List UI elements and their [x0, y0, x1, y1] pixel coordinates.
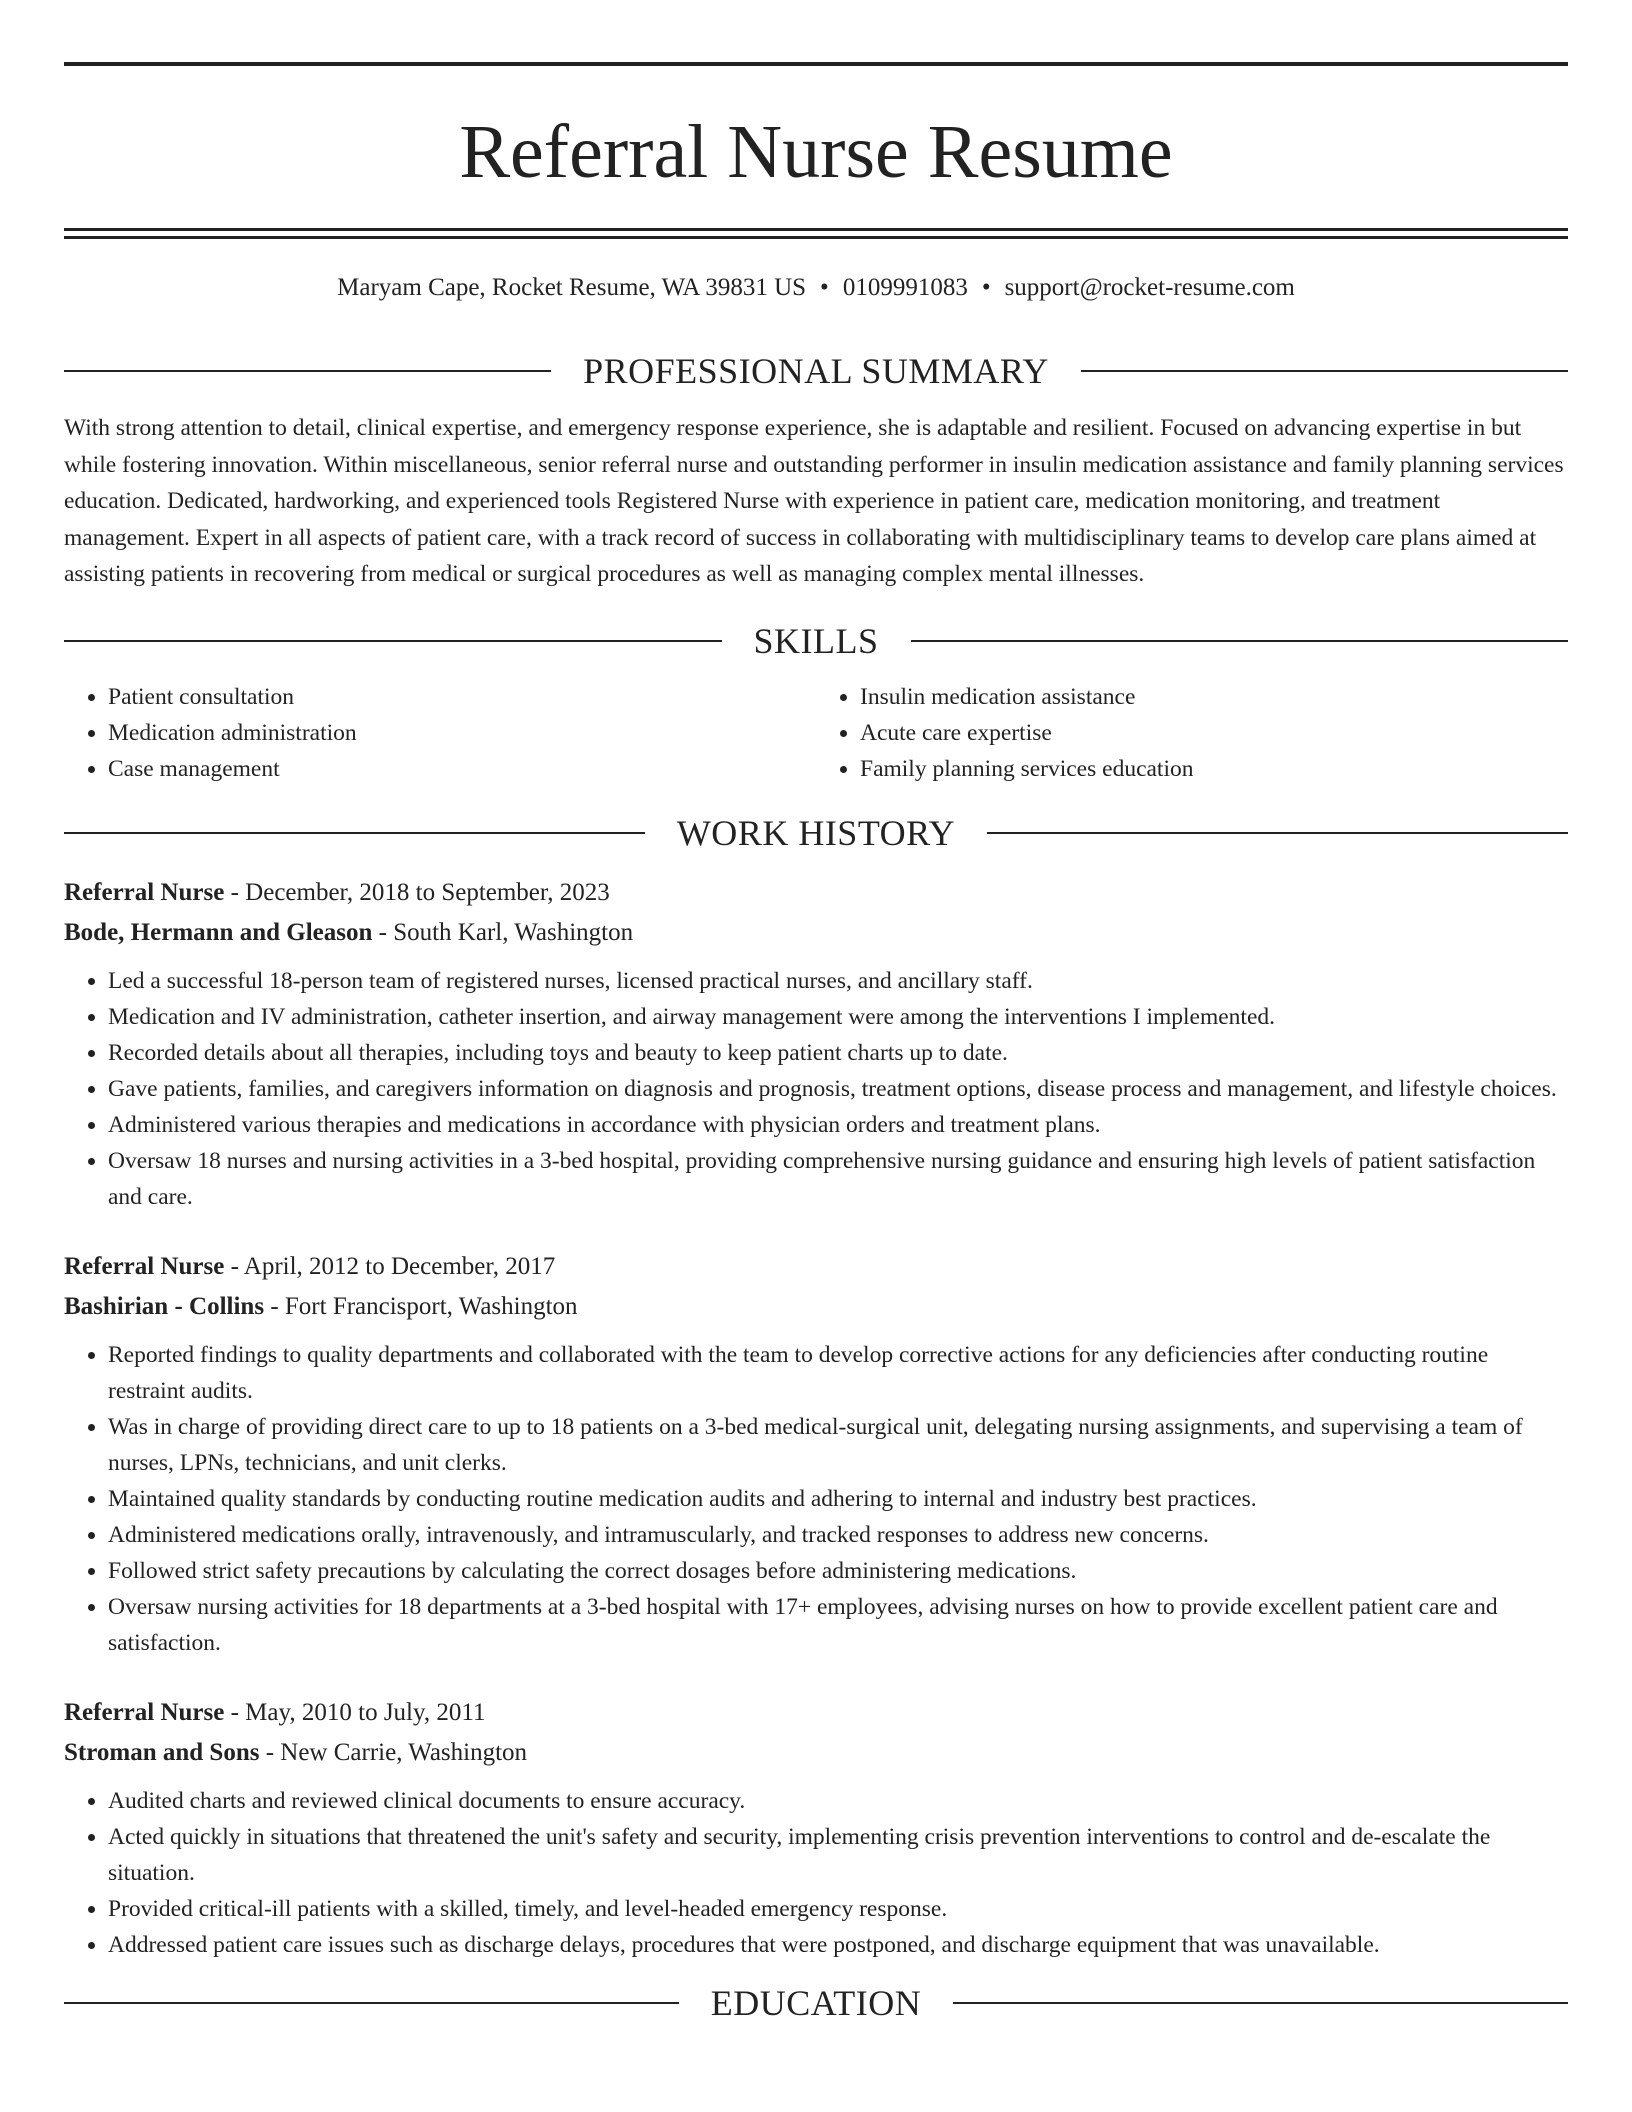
skills-column-right	[816, 679, 1568, 787]
job-title-line	[64, 1693, 1568, 1733]
heading-rule	[1081, 370, 1568, 372]
job-entry	[64, 1693, 1568, 1963]
duty-item: • Reported findings to quality departments and collaborated with the team to develop corrective actions for any deficiencies after conducting routine restraint audits.	[108, 1337, 1568, 1409]
skill-item: • Acute care expertise	[860, 715, 1568, 751]
skill-item: • Case management	[108, 751, 816, 787]
contact-line	[64, 272, 1568, 304]
job-dates: - April, 2012 to December, 2017	[224, 1252, 556, 1280]
section-heading-work	[64, 811, 1568, 855]
contact-phone: 0109991083	[842, 274, 968, 301]
contact-address: Maryam Cape, Rocket Resume, WA 39831 US	[337, 274, 807, 301]
contact-separator: •	[981, 274, 991, 301]
duty-item: • Maintained quality standards by conducting routine medication audits and adhering to internal and industry best practices.	[108, 1481, 1568, 1517]
skill-item: • Insulin medication assistance	[860, 679, 1568, 715]
section-title: EDUCATION	[710, 1982, 922, 2023]
heading-rule	[64, 370, 551, 372]
job-duties	[64, 1337, 1568, 1661]
heading-rule	[987, 832, 1568, 834]
section-title: SKILLS	[753, 620, 879, 661]
duty-item: • Administered various therapies and medications in accordance with physician orders and treatment plans.	[108, 1107, 1568, 1143]
duty-item: • Oversaw 18 nurses and nursing activities in a 3-bed hospital, providing comprehensive nursing guidance and ensuring high levels of patient satisfaction and care.	[108, 1143, 1568, 1215]
job-title-line	[64, 1247, 1568, 1287]
job-title: Referral Nurse	[64, 1698, 225, 1726]
duty-item: • Oversaw nursing activities for 18 departments at a 3-bed hospital with 17+ employees, advising nurses on how to provide excellent patient care and satisfaction.	[108, 1589, 1568, 1661]
duty-item: • Addressed patient care issues such as discharge delays, procedures that were postponed, and discharge equipment that was unavailable.	[108, 1927, 1568, 1963]
heading-rule	[64, 832, 645, 834]
duty-item: • Administered medications orally, intravenously, and intramuscularly, and tracked responses to address new concerns.	[108, 1517, 1568, 1553]
skill-item: • Family planning services education	[860, 751, 1568, 787]
duty-item: • Acted quickly in situations that threatened the unit's safety and security, implementing crisis prevention interventions to control and de-escalate the situation.	[108, 1819, 1568, 1891]
job-dates: - December, 2018 to September, 2023	[224, 878, 610, 906]
job-duties	[64, 963, 1568, 1215]
contact-separator: •	[820, 274, 829, 301]
top-rule	[64, 62, 1568, 66]
job-duties	[64, 1783, 1568, 1963]
job-location: - Fort Francisport, Washington	[264, 1292, 578, 1320]
job-location: - New Carrie, Washington	[259, 1738, 528, 1766]
job-company-line	[64, 1733, 1568, 1773]
job-location: - South Karl, Washington	[372, 918, 634, 946]
job-company: Bashirian - Collins	[64, 1292, 265, 1320]
duty-item: • Led a successful 18-person team of registered nurses, licensed practical nurses, and ancillary staff.	[108, 963, 1568, 999]
job-company: Stroman and Sons	[64, 1738, 260, 1766]
heading-rule	[64, 2002, 679, 2004]
duty-item: • Provided critical-ill patients with a skilled, timely, and level-headed emergency response.	[108, 1891, 1568, 1927]
job-entry	[64, 1247, 1568, 1661]
heading-rule	[911, 640, 1569, 642]
skill-item: • Patient consultation	[108, 679, 816, 715]
skill-item: • Medication administration	[108, 715, 816, 751]
duty-item: • Followed strict safety precautions by calculating the correct dosages before administering medications.	[108, 1553, 1568, 1589]
job-title-line	[64, 873, 1568, 913]
duty-item: • Recorded details about all therapies, including toys and beauty to keep patient charts up to date.	[108, 1035, 1568, 1071]
section-heading-skills	[64, 619, 1568, 663]
section-title: WORK HISTORY	[676, 812, 956, 853]
contact-email: support@rocket-resume.com	[1004, 274, 1295, 301]
section-heading-education	[64, 1981, 1568, 2025]
job-title: Referral Nurse	[64, 878, 225, 906]
duty-item: • Gave patients, families, and caregivers information on diagnosis and prognosis, treatment options, disease process and management, and lifestyle choices.	[108, 1071, 1568, 1107]
duty-item: • Was in charge of providing direct care to up to 18 patients on a 3-bed medical-surgical unit, delegating nursing assignments, and supervising a team of nurses, LPNs, technicians, and unit clerks.	[108, 1409, 1568, 1481]
title-double-rule	[64, 228, 1568, 239]
job-entry	[64, 873, 1568, 1215]
job-company-line	[64, 1287, 1568, 1327]
heading-rule	[64, 640, 722, 642]
skills-column-left	[64, 679, 816, 787]
job-company: Bode, Hermann and Gleason	[64, 918, 373, 946]
job-dates: - May, 2010 to July, 2011	[224, 1698, 486, 1726]
job-title: Referral Nurse	[64, 1252, 225, 1280]
duty-item: • Audited charts and reviewed clinical documents to ensure accuracy.	[108, 1783, 1568, 1819]
duty-item: • Medication and IV administration, catheter insertion, and airway management were among the interventions I implemented.	[108, 999, 1568, 1035]
section-title: PROFESSIONAL SUMMARY	[583, 351, 1049, 391]
resume-title: Referral Nurse Resume	[459, 110, 1173, 194]
skills-list	[64, 679, 1568, 787]
section-heading-summary	[64, 349, 1568, 393]
summary-text: With strong attention to detail, clinical expertise, and emergency response experience, she is adaptable and resilient. Focused on advancing expertise in but while fostering innovation. Within miscellaneous, senior referral nurse and outstanding performer in insulin medication assistance and family planning services education. Dedicated, hardworking, and experienced tools Registered Nurse with experience in patient care, medication monitoring, and treatment management. Expert in all aspects of patient care, with a track record of success in collaborating with multidisciplinary teams to develop care plans aimed at assisting patients in recovering from medical or surgical procedures as well as managing complex mental illnesses.	[64, 415, 1564, 587]
job-company-line	[64, 913, 1568, 953]
heading-rule	[953, 2002, 1568, 2004]
